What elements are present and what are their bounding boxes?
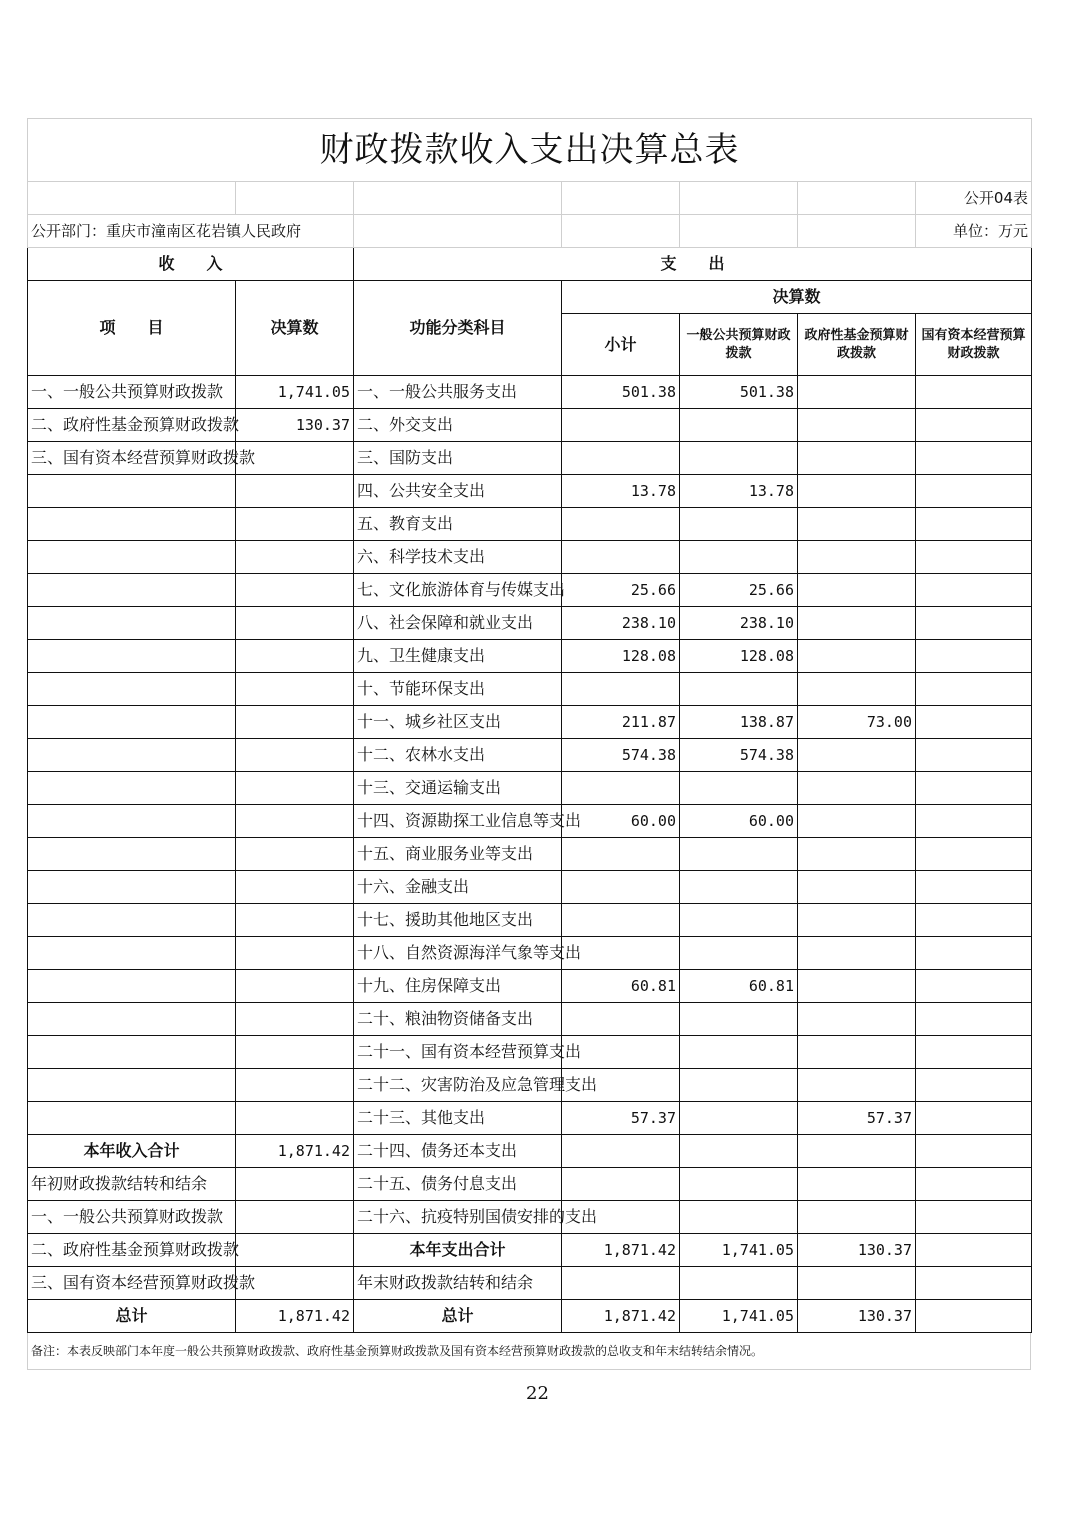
state-capital-cell: [916, 871, 1032, 904]
table-row: [28, 1267, 1032, 1300]
fund-budget-cell: [798, 904, 916, 937]
income-item-cell: [28, 1102, 236, 1135]
general-budget-cell: [680, 1168, 798, 1201]
subtotal-cell: 60.00: [562, 805, 680, 838]
income-amount-cell: [236, 541, 354, 574]
general-budget-cell: [680, 838, 798, 871]
state-capital-cell: [916, 1003, 1032, 1036]
subtotal-cell: [562, 772, 680, 805]
general-budget-cell: 128.08: [680, 640, 798, 673]
state-capital-cell: [916, 1267, 1032, 1300]
income-amount-cell: 1,741.05: [236, 376, 354, 409]
fund-budget-cell: [798, 871, 916, 904]
income-amount-cell: [236, 1201, 354, 1234]
income-amount-cell: [236, 838, 354, 871]
general-budget-cell: [680, 937, 798, 970]
income-item-cell: [28, 607, 236, 640]
income-amount-cell: [236, 673, 354, 706]
table-row: [28, 409, 1032, 442]
table-row: [28, 904, 1032, 937]
subtotal-cell: [562, 904, 680, 937]
state-capital-cell: [916, 1201, 1032, 1234]
income-amount-cell: [236, 574, 354, 607]
subtotal-cell: [562, 1135, 680, 1168]
state-capital-cell: [916, 838, 1032, 871]
general-budget-cell: 501.38: [680, 376, 798, 409]
fund-budget-cell: [798, 1135, 916, 1168]
fund-budget-cell: [798, 970, 916, 1003]
income-amount-cell: [236, 1234, 354, 1267]
state-capital-cell: [916, 541, 1032, 574]
state-capital-cell: [916, 508, 1032, 541]
general-budget-cell: [680, 1003, 798, 1036]
income-section-header: 收 入: [28, 248, 354, 281]
income-amount-cell: [236, 904, 354, 937]
table-row: [28, 970, 1032, 1003]
subtotal-cell: 211.87: [562, 706, 680, 739]
table-row: [28, 1036, 1032, 1069]
table-row: [28, 475, 1032, 508]
income-amount-cell: [236, 706, 354, 739]
general-budget-cell: [680, 673, 798, 706]
expense-item-cell: 十四、资源勘探工业信息等支出: [354, 805, 562, 838]
fund-budget-cell: [798, 739, 916, 772]
income-item-cell: 本年收入合计: [28, 1135, 236, 1168]
state-capital-cell: [916, 475, 1032, 508]
income-item-cell: [28, 970, 236, 1003]
general-budget-cell: [680, 1102, 798, 1135]
table-row: [28, 1234, 1032, 1267]
fund-budget-cell: [798, 508, 916, 541]
page-number: 22: [526, 1383, 549, 1404]
table-row: [28, 937, 1032, 970]
expense-item-cell: 七、文化旅游体育与传媒支出: [354, 574, 562, 607]
income-item-cell: [28, 673, 236, 706]
income-amount-cell: [236, 937, 354, 970]
budget-sheet: [27, 118, 1031, 1370]
table-title: 财政拨款收入支出决算总表: [28, 119, 1032, 182]
form-code: 公开04表: [916, 182, 1032, 215]
income-item-cell: 三、国有资本经营预算财政拨款: [28, 442, 236, 475]
income-amount-cell: [236, 1036, 354, 1069]
subtotal-cell: 1,871.42: [562, 1300, 680, 1333]
subtotal-cell: 57.37: [562, 1102, 680, 1135]
expense-item-cell: 二十一、国有资本经营预算支出: [354, 1036, 562, 1069]
expense-item-cell: 十六、金融支出: [354, 871, 562, 904]
general-budget-cell: [680, 1135, 798, 1168]
expense-item-cell: 四、公共安全支出: [354, 475, 562, 508]
subtotal-cell: [562, 409, 680, 442]
state-capital-cell: [916, 1168, 1032, 1201]
table-row: [28, 838, 1032, 871]
general-budget-cell: 60.00: [680, 805, 798, 838]
general-budget-cell: [680, 772, 798, 805]
header-item: 项 目: [28, 281, 236, 376]
fund-budget-cell: [798, 475, 916, 508]
subtotal-cell: [562, 838, 680, 871]
general-budget-cell: [680, 442, 798, 475]
income-item-cell: 一、一般公共预算财政拨款: [28, 376, 236, 409]
general-budget-cell: [680, 508, 798, 541]
income-amount-cell: [236, 772, 354, 805]
expense-item-cell: 九、卫生健康支出: [354, 640, 562, 673]
unit-label: 单位：万元: [916, 215, 1032, 248]
expense-item-cell: 五、教育支出: [354, 508, 562, 541]
income-amount-cell: [236, 871, 354, 904]
general-budget-cell: [680, 541, 798, 574]
table-note: 备注：本表反映部门本年度一般公共预算财政拨款、政府性基金预算财政拨款及国有资本经营预算财政拨款的总收支和年末结转结余情况。: [27, 1333, 1031, 1370]
subtotal-cell: 501.38: [562, 376, 680, 409]
fund-budget-cell: [798, 838, 916, 871]
state-capital-cell: [916, 1135, 1032, 1168]
general-budget-cell: 138.87: [680, 706, 798, 739]
income-amount-cell: [236, 1069, 354, 1102]
fund-budget-cell: 130.37: [798, 1234, 916, 1267]
table-row: [28, 871, 1032, 904]
state-capital-cell: [916, 1102, 1032, 1135]
fund-budget-cell: [798, 376, 916, 409]
subtotal-cell: [562, 442, 680, 475]
fund-budget-cell: [798, 1069, 916, 1102]
expense-item-cell: 二、外交支出: [354, 409, 562, 442]
income-item-cell: [28, 871, 236, 904]
income-item-cell: [28, 904, 236, 937]
subtotal-cell: [562, 1003, 680, 1036]
state-capital-cell: [916, 640, 1032, 673]
income-amount-cell: [236, 1102, 354, 1135]
state-capital-cell: [916, 1300, 1032, 1333]
state-capital-cell: [916, 739, 1032, 772]
general-budget-cell: [680, 1201, 798, 1234]
department-label: 公开部门：重庆市潼南区花岩镇人民政府: [28, 215, 354, 248]
general-budget-cell: 25.66: [680, 574, 798, 607]
subtotal-cell: [562, 508, 680, 541]
income-item-cell: [28, 1069, 236, 1102]
general-budget-cell: 13.78: [680, 475, 798, 508]
income-amount-cell: [236, 1168, 354, 1201]
subtotal-cell: 25.66: [562, 574, 680, 607]
expense-item-cell: 本年支出合计: [354, 1234, 562, 1267]
subtotal-cell: 128.08: [562, 640, 680, 673]
table-row: [28, 1135, 1032, 1168]
expense-item-cell: 二十六、抗疫特别国债安排的支出: [354, 1201, 562, 1234]
fund-budget-cell: [798, 1168, 916, 1201]
income-amount-cell: 1,871.42: [236, 1135, 354, 1168]
income-item-cell: [28, 772, 236, 805]
state-capital-cell: [916, 904, 1032, 937]
expense-item-cell: 总计: [354, 1300, 562, 1333]
final-accounts-table: [27, 118, 1032, 1333]
fund-budget-cell: [798, 1201, 916, 1234]
general-budget-cell: [680, 1267, 798, 1300]
income-item-cell: [28, 1003, 236, 1036]
income-item-cell: [28, 640, 236, 673]
state-capital-cell: [916, 805, 1032, 838]
income-item-cell: [28, 475, 236, 508]
table-row: [28, 1102, 1032, 1135]
expense-item-cell: 十二、农林水支出: [354, 739, 562, 772]
income-item-cell: [28, 739, 236, 772]
income-item-cell: [28, 937, 236, 970]
income-amount-cell: [236, 508, 354, 541]
general-budget-cell: 574.38: [680, 739, 798, 772]
table-row: [28, 508, 1032, 541]
expense-item-cell: 六、科学技术支出: [354, 541, 562, 574]
header-fund-budget: 政府性基金预算财政拨款: [798, 314, 916, 376]
income-item-cell: [28, 574, 236, 607]
expense-item-cell: 十七、援助其他地区支出: [354, 904, 562, 937]
expense-item-cell: 十一、城乡社区支出: [354, 706, 562, 739]
income-amount-cell: [236, 970, 354, 1003]
expense-item-cell: 十、节能环保支出: [354, 673, 562, 706]
expense-item-cell: 十五、商业服务业等支出: [354, 838, 562, 871]
table-row: [28, 574, 1032, 607]
income-item-cell: [28, 508, 236, 541]
subtotal-cell: [562, 541, 680, 574]
general-budget-cell: 1,741.05: [680, 1234, 798, 1267]
table-row: [28, 1069, 1032, 1102]
fund-budget-cell: [798, 805, 916, 838]
table-row: [28, 541, 1032, 574]
state-capital-cell: [916, 673, 1032, 706]
state-capital-cell: [916, 970, 1032, 1003]
state-capital-cell: [916, 607, 1032, 640]
subtotal-cell: [562, 673, 680, 706]
table-row: [28, 376, 1032, 409]
fund-budget-cell: [798, 442, 916, 475]
income-item-cell: 三、国有资本经营预算财政拨款: [28, 1267, 236, 1300]
expense-section-header: 支 出: [354, 248, 1032, 281]
income-amount-cell: [236, 805, 354, 838]
income-item-cell: [28, 706, 236, 739]
header-function: 功能分类科目: [354, 281, 562, 376]
income-item-cell: [28, 838, 236, 871]
fund-budget-cell: [798, 1036, 916, 1069]
fund-budget-cell: [798, 1003, 916, 1036]
expense-item-cell: 十八、自然资源海洋气象等支出: [354, 937, 562, 970]
table-row: [28, 640, 1032, 673]
fund-budget-cell: [798, 1267, 916, 1300]
fund-budget-cell: 130.37: [798, 1300, 916, 1333]
subtotal-cell: 60.81: [562, 970, 680, 1003]
table-row: [28, 739, 1032, 772]
table-row: [28, 1168, 1032, 1201]
subtotal-cell: 574.38: [562, 739, 680, 772]
table-row: [28, 673, 1032, 706]
fund-budget-cell: [798, 673, 916, 706]
fund-budget-cell: [798, 937, 916, 970]
expense-item-cell: 八、社会保障和就业支出: [354, 607, 562, 640]
general-budget-cell: [680, 1069, 798, 1102]
expense-item-cell: 二十三、其他支出: [354, 1102, 562, 1135]
subtotal-cell: 238.10: [562, 607, 680, 640]
state-capital-cell: [916, 442, 1032, 475]
state-capital-cell: [916, 1069, 1032, 1102]
table-row: [28, 1003, 1032, 1036]
general-budget-cell: [680, 904, 798, 937]
general-budget-cell: 60.81: [680, 970, 798, 1003]
income-item-cell: 总计: [28, 1300, 236, 1333]
income-amount-cell: 1,871.42: [236, 1300, 354, 1333]
income-amount-cell: [236, 607, 354, 640]
table-row: [28, 607, 1032, 640]
table-row: [28, 442, 1032, 475]
income-item-cell: [28, 541, 236, 574]
general-budget-cell: 238.10: [680, 607, 798, 640]
income-item-cell: 二、政府性基金预算财政拨款: [28, 409, 236, 442]
header-expense-amount: 决算数: [562, 281, 1032, 314]
expense-item-cell: 年末财政拨款结转和结余: [354, 1267, 562, 1300]
state-capital-cell: [916, 1036, 1032, 1069]
expense-item-cell: 十九、住房保障支出: [354, 970, 562, 1003]
state-capital-cell: [916, 706, 1032, 739]
income-amount-cell: [236, 1003, 354, 1036]
income-item-cell: [28, 1036, 236, 1069]
state-capital-cell: [916, 574, 1032, 607]
general-budget-cell: [680, 871, 798, 904]
fund-budget-cell: 57.37: [798, 1102, 916, 1135]
income-amount-cell: 130.37: [236, 409, 354, 442]
fund-budget-cell: [798, 409, 916, 442]
income-item-cell: [28, 805, 236, 838]
header-state-capital: 国有资本经营预算财政拨款: [916, 314, 1032, 376]
fund-budget-cell: [798, 574, 916, 607]
expense-item-cell: 二十二、灾害防治及应急管理支出: [354, 1069, 562, 1102]
fund-budget-cell: [798, 640, 916, 673]
header-subtotal: 小计: [562, 314, 680, 376]
expense-item-cell: 二十五、债务付息支出: [354, 1168, 562, 1201]
state-capital-cell: [916, 409, 1032, 442]
income-item-cell: 年初财政拨款结转和结余: [28, 1168, 236, 1201]
state-capital-cell: [916, 376, 1032, 409]
income-item-cell: 二、政府性基金预算财政拨款: [28, 1234, 236, 1267]
expense-item-cell: 二十四、债务还本支出: [354, 1135, 562, 1168]
state-capital-cell: [916, 1234, 1032, 1267]
expense-item-cell: 三、国防支出: [354, 442, 562, 475]
subtotal-cell: 13.78: [562, 475, 680, 508]
subtotal-cell: [562, 871, 680, 904]
fund-budget-cell: [798, 772, 916, 805]
subtotal-cell: [562, 1168, 680, 1201]
general-budget-cell: 1,741.05: [680, 1300, 798, 1333]
general-budget-cell: [680, 1036, 798, 1069]
income-amount-cell: [236, 475, 354, 508]
income-amount-cell: [236, 739, 354, 772]
header-general-budget: 一般公共预算财政拨款: [680, 314, 798, 376]
state-capital-cell: [916, 937, 1032, 970]
income-amount-cell: [236, 640, 354, 673]
expense-item-cell: 十三、交通运输支出: [354, 772, 562, 805]
table-row: [28, 1300, 1032, 1333]
header-amount: 决算数: [236, 281, 354, 376]
expense-item-cell: 一、一般公共服务支出: [354, 376, 562, 409]
fund-budget-cell: [798, 607, 916, 640]
table-row: [28, 772, 1032, 805]
table-row: [28, 805, 1032, 838]
fund-budget-cell: [798, 541, 916, 574]
expense-item-cell: 二十、粮油物资储备支出: [354, 1003, 562, 1036]
state-capital-cell: [916, 772, 1032, 805]
fund-budget-cell: 73.00: [798, 706, 916, 739]
subtotal-cell: [562, 1267, 680, 1300]
general-budget-cell: [680, 409, 798, 442]
table-row: [28, 1201, 1032, 1234]
table-row: [28, 706, 1032, 739]
income-item-cell: 一、一般公共预算财政拨款: [28, 1201, 236, 1234]
subtotal-cell: 1,871.42: [562, 1234, 680, 1267]
